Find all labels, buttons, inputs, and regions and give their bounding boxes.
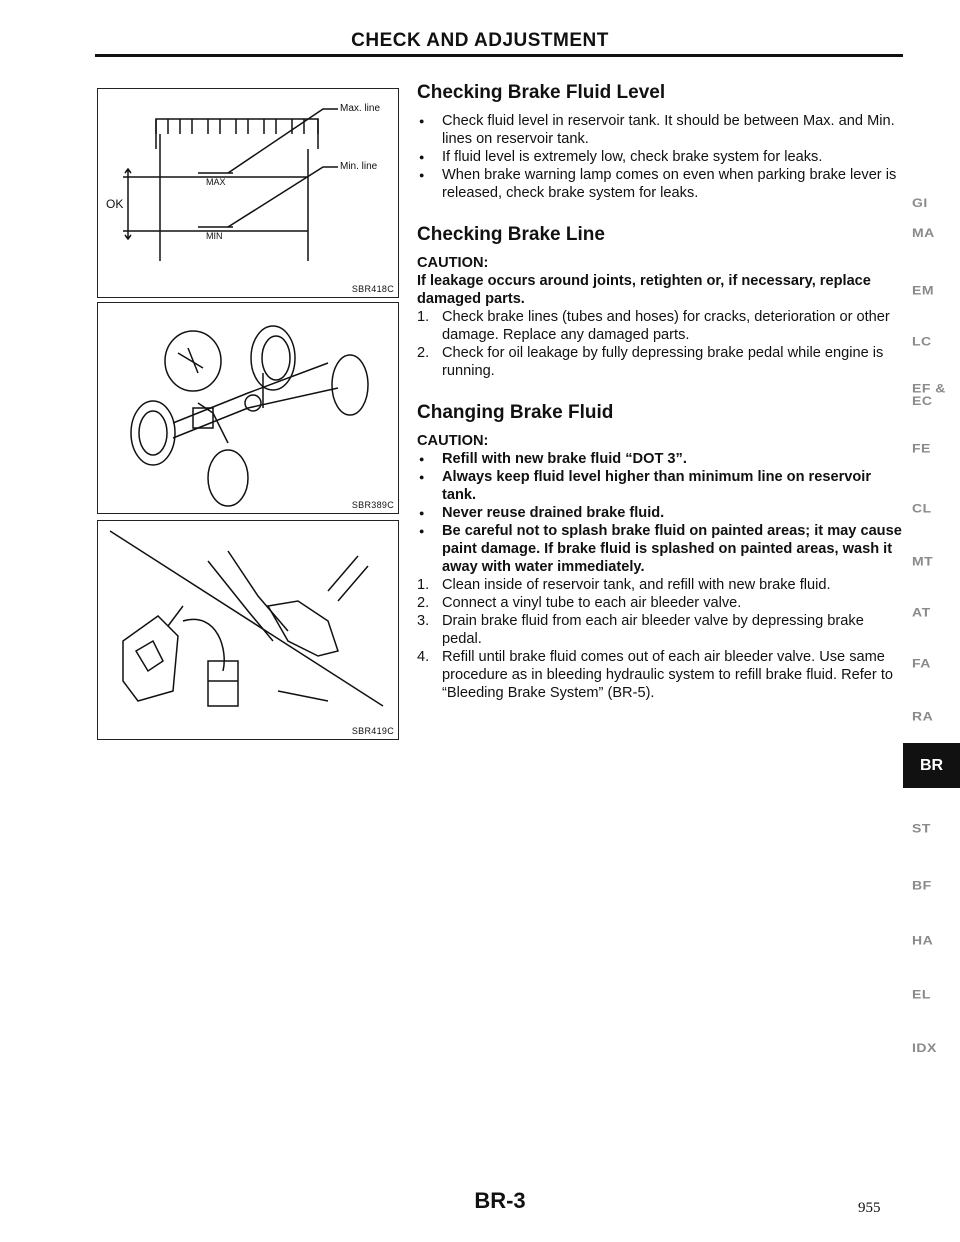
list-item — [417, 344, 903, 380]
caution-bullets — [417, 450, 903, 576]
heading-fluid-level: Checking Brake Fluid Level — [417, 82, 666, 103]
page-header-title: CHECK AND ADJUSTMENT — [351, 30, 609, 51]
figure-brake-lines — [97, 302, 399, 514]
step-number: 1. — [417, 309, 430, 325]
tab-br-active[interactable]: BR — [903, 743, 960, 788]
list-item: ● Never reuse drained brake fluid. — [417, 504, 903, 522]
tab-bf[interactable]: BF — [912, 878, 932, 892]
step-number: 3. — [417, 613, 430, 629]
list-item: ● Check fluid level in reservoir tank. It should be between Max. and Min. lines on reservoir tank. — [417, 112, 903, 148]
page-number: 955 — [858, 1200, 881, 1216]
tab-lc[interactable]: LC — [912, 334, 932, 348]
step-number: 4. — [417, 649, 430, 665]
step-number: 2. — [417, 595, 430, 611]
tab-fe[interactable]: FE — [912, 441, 931, 455]
list-item: ● Be careful not to splash brake fluid on painted areas; it may cause paint damage. If brake fluid is splashed on painted areas, wash it away with water immediately. — [417, 522, 903, 576]
tab-el[interactable]: EL — [912, 987, 931, 1001]
min-mark: MIN — [206, 231, 223, 241]
step-text: Refill until brake fluid comes out of each air bleeder valve. Use same procedure as in bleeding hydraulic system to refill brake fluid. Refer to “Bleeding Brake System” (BR-5). — [442, 649, 894, 701]
tab-mt[interactable]: MT — [912, 554, 934, 568]
min-line-label: Min. line — [340, 161, 378, 172]
figure-bleeding-setup — [97, 520, 399, 740]
list-item: ● If fluid level is extremely low, check brake system for leaks. — [417, 148, 903, 166]
tab-at[interactable]: AT — [912, 605, 931, 619]
step-number: 2. — [417, 345, 430, 361]
list-item: ● Refill with new brake fluid “DOT 3”. — [417, 450, 903, 468]
list-item — [417, 594, 903, 612]
brake-line-diagram — [98, 303, 398, 513]
brake-line-steps — [417, 308, 903, 380]
heading-changing-fluid: Changing Brake Fluid — [417, 402, 614, 423]
figure-code: SBR418C — [351, 284, 394, 294]
tab-ha[interactable]: HA — [912, 933, 934, 947]
tab-gi[interactable]: GI — [912, 196, 928, 210]
tab-st[interactable]: ST — [912, 821, 931, 835]
figure-code: SBR419C — [351, 726, 394, 736]
tab-ef-ec[interactable]: EF & EC — [912, 381, 946, 408]
step-text: Check brake lines (tubes and hoses) for cracks, deterioration or other damage. Replace any damaged parts. — [442, 309, 890, 343]
list-item — [417, 612, 903, 648]
step-text: Drain brake fluid from each air bleeder valve by depressing brake pedal. — [442, 613, 864, 647]
caution-text: If leakage occurs around joints, retighten or, if necessary, replace damaged parts. — [417, 273, 871, 307]
reservoir-diagram — [98, 89, 398, 297]
list-item — [417, 308, 903, 344]
list-item — [417, 576, 903, 594]
figure-code: SBR389C — [351, 500, 394, 510]
tab-ra[interactable]: RA — [912, 709, 934, 723]
tab-idx[interactable]: IDX — [912, 1041, 937, 1055]
page-label: BR-3 — [474, 1188, 526, 1213]
list-item: ● When brake warning lamp comes on even when parking brake lever is released, check brake system for leaks. — [417, 166, 903, 202]
tab-cl[interactable]: CL — [912, 501, 932, 515]
changing-fluid-steps — [417, 576, 903, 702]
caution-label: CAUTION: — [417, 255, 489, 271]
list-item: ● Always keep fluid level higher than minimum line on reservoir tank. — [417, 468, 903, 504]
ok-label: OK — [106, 197, 124, 211]
tab-fa[interactable]: FA — [912, 656, 931, 670]
tab-em[interactable]: EM — [912, 283, 934, 297]
list-item — [417, 648, 903, 702]
fluid-level-bullets — [417, 112, 903, 202]
main-content — [417, 80, 903, 702]
header-rule — [95, 54, 903, 57]
step-text: Clean inside of reservoir tank, and refill with new brake fluid. — [442, 577, 831, 593]
max-line-label: Max. line — [340, 103, 381, 114]
tab-ma[interactable]: MA — [912, 226, 935, 240]
figure-reservoir-levels — [97, 88, 399, 298]
max-mark: MAX — [206, 177, 226, 187]
section-index-tabs — [900, 0, 960, 1242]
step-number: 1. — [417, 577, 430, 593]
caution-label: CAUTION: — [417, 433, 489, 449]
heading-brake-line: Checking Brake Line — [417, 224, 605, 245]
bleeding-diagram — [98, 521, 398, 739]
step-text: Connect a vinyl tube to each air bleeder valve. — [442, 595, 742, 611]
step-text: Check for oil leakage by fully depressing brake pedal while engine is running. — [442, 345, 884, 379]
